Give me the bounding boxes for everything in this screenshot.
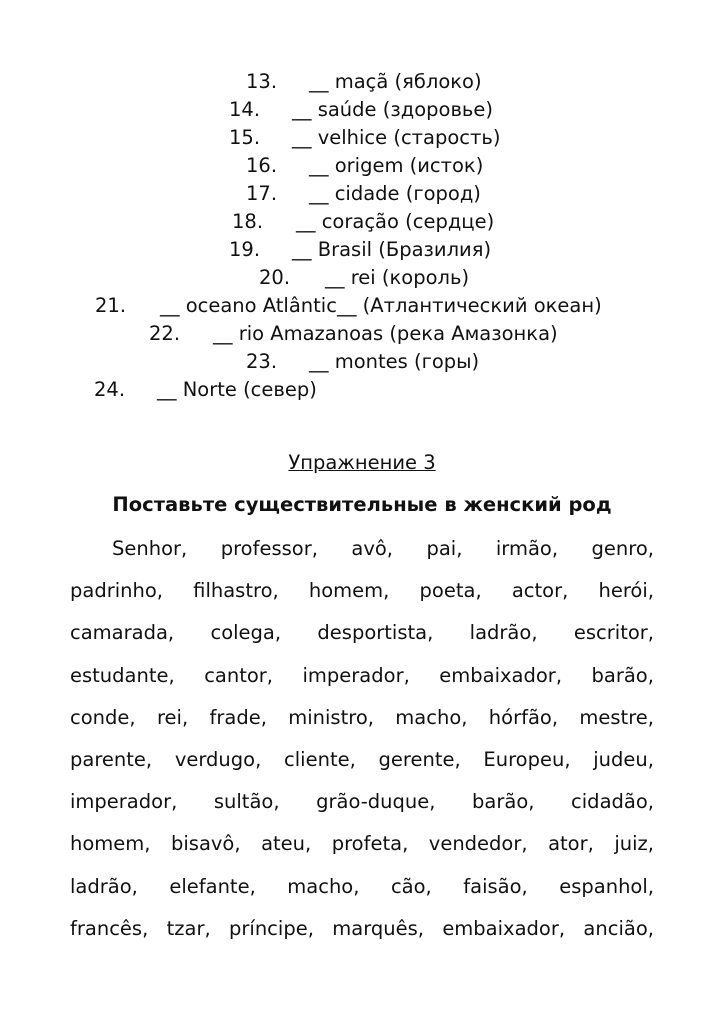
noun-word: escritor,: [573, 621, 654, 645]
list-item-number: 13.: [246, 70, 278, 93]
noun-word: embaixador,: [439, 663, 563, 687]
noun-word: camarada,: [70, 621, 175, 645]
noun-word: ladrão,: [469, 621, 538, 645]
noun-word: ator,: [548, 832, 594, 856]
noun-word: Europeu,: [483, 747, 571, 771]
noun-word: espanhol,: [559, 874, 654, 898]
list-item-text: __ montes (горы): [309, 350, 480, 373]
list-item: [0, 320, 724, 348]
noun-word: profeta,: [331, 832, 409, 856]
list-item: [0, 292, 724, 320]
paragraph-line: [70, 910, 654, 952]
noun-word: ancião,: [583, 916, 654, 940]
paragraph-line: [70, 530, 654, 572]
paragraph-line: [70, 657, 654, 699]
list-item: [0, 124, 724, 152]
noun-word: colega,: [210, 621, 282, 645]
list-item: [0, 236, 724, 264]
numbered-word-list: [0, 68, 724, 404]
noun-word: ateu,: [261, 832, 312, 856]
list-item-number: 20.: [259, 266, 291, 289]
noun-word: barão,: [472, 790, 535, 814]
list-item-text: __ maçã (яблоко): [309, 70, 482, 93]
noun-word: conde,: [70, 705, 136, 729]
noun-word: actor,: [511, 579, 569, 603]
noun-word: frade,: [209, 705, 267, 729]
list-item-text: __ saúde (здоровье): [292, 98, 494, 121]
list-item-text: __ rio Amazanoas (река Амазонка): [213, 322, 558, 345]
list-item-text: __ cidade (город): [309, 182, 481, 205]
list-item-number: 17.: [246, 182, 278, 205]
noun-word: parente,: [70, 747, 153, 771]
list-item-number: 24.: [94, 378, 126, 401]
list-item: [0, 96, 724, 124]
noun-word: avô,: [351, 537, 394, 560]
noun-word: estudante,: [70, 663, 175, 687]
noun-word: genro,: [591, 537, 654, 560]
list-item-text: __ coração (сердце): [296, 210, 495, 233]
list-item: [0, 376, 724, 404]
list-item-number: 23.: [246, 350, 278, 373]
noun-word: elefante,: [169, 874, 256, 898]
paragraph-line: [70, 868, 654, 910]
noun-word: professor,: [220, 537, 318, 560]
noun-word: poeta,: [419, 579, 482, 603]
list-item-number: 16.: [246, 154, 278, 177]
noun-word: Senhor,: [112, 537, 188, 560]
noun-word: grão-duque,: [316, 790, 436, 814]
list-item-number: 18.: [232, 210, 264, 233]
noun-paragraph: [70, 530, 654, 952]
list-item-number: 15.: [229, 126, 261, 149]
list-item: [0, 348, 724, 376]
list-item: [0, 152, 724, 180]
noun-word: juiz,: [614, 832, 654, 856]
paragraph-line: [70, 614, 654, 656]
list-item-text: __ origem (исток): [309, 154, 484, 177]
list-item-number: 22.: [149, 322, 181, 345]
noun-word: sultão,: [213, 790, 280, 814]
noun-word: imperador,: [70, 790, 178, 814]
noun-word: marquês,: [332, 916, 424, 940]
noun-word: padrinho,: [70, 579, 163, 603]
list-item-number: 21.: [95, 294, 127, 317]
noun-word: pai,: [426, 537, 463, 560]
noun-word: verdugo,: [174, 747, 262, 771]
list-item-text: __ oceano Atlântic__ (Атлантический океан): [160, 294, 602, 317]
list-item-text: __ Norte (север): [157, 378, 317, 401]
noun-word: homem,: [70, 832, 151, 856]
noun-word: desportista,: [317, 621, 434, 645]
noun-word: gerente,: [378, 747, 461, 771]
noun-word: príncipe,: [229, 916, 314, 940]
list-item-number: 14.: [229, 98, 261, 121]
noun-word: bisavô,: [170, 832, 241, 856]
list-item-text: __ Brasil (Бразилия): [292, 238, 492, 261]
list-item-text: __ velhice (старость): [292, 126, 501, 149]
list-item-text: __ rei (король): [325, 266, 470, 289]
noun-word: faisão,: [463, 874, 528, 898]
exercise-task: Поставьте существительные в женский род: [112, 493, 612, 516]
paragraph-line: [70, 699, 654, 741]
noun-word: cão,: [390, 874, 432, 898]
noun-word: ministro,: [288, 705, 374, 729]
noun-word: cantor,: [204, 663, 274, 687]
paragraph-line: [70, 741, 654, 783]
paragraph-line: [70, 572, 654, 614]
noun-word: cliente,: [284, 747, 356, 771]
noun-word: embaixador,: [442, 916, 566, 940]
noun-word: hórfão,: [488, 705, 559, 729]
list-item: [0, 68, 724, 96]
noun-word: vendedor,: [428, 832, 528, 856]
noun-word: macho,: [287, 874, 360, 898]
paragraph-line: [70, 825, 654, 867]
noun-word: filhastro,: [193, 579, 279, 603]
list-item: [0, 208, 724, 236]
list-item-number: 19.: [229, 238, 261, 261]
noun-word: cidadão,: [571, 790, 654, 814]
noun-word: herói,: [598, 579, 654, 603]
paragraph-line: [70, 783, 654, 825]
noun-word: barão,: [591, 663, 654, 687]
noun-word: judeu,: [593, 747, 654, 771]
exercise-title: Упражнение 3: [288, 451, 436, 474]
list-item: [0, 264, 724, 292]
noun-word: imperador,: [302, 663, 410, 687]
noun-word: macho,: [395, 705, 468, 729]
noun-word: irmão,: [495, 537, 559, 560]
noun-word: francês,: [70, 916, 149, 940]
noun-word: mestre,: [579, 705, 654, 729]
noun-word: rei,: [156, 705, 189, 729]
noun-word: tzar,: [166, 916, 211, 940]
noun-word: homem,: [308, 579, 390, 603]
list-item: [0, 180, 724, 208]
noun-word: ladrão,: [70, 874, 138, 898]
